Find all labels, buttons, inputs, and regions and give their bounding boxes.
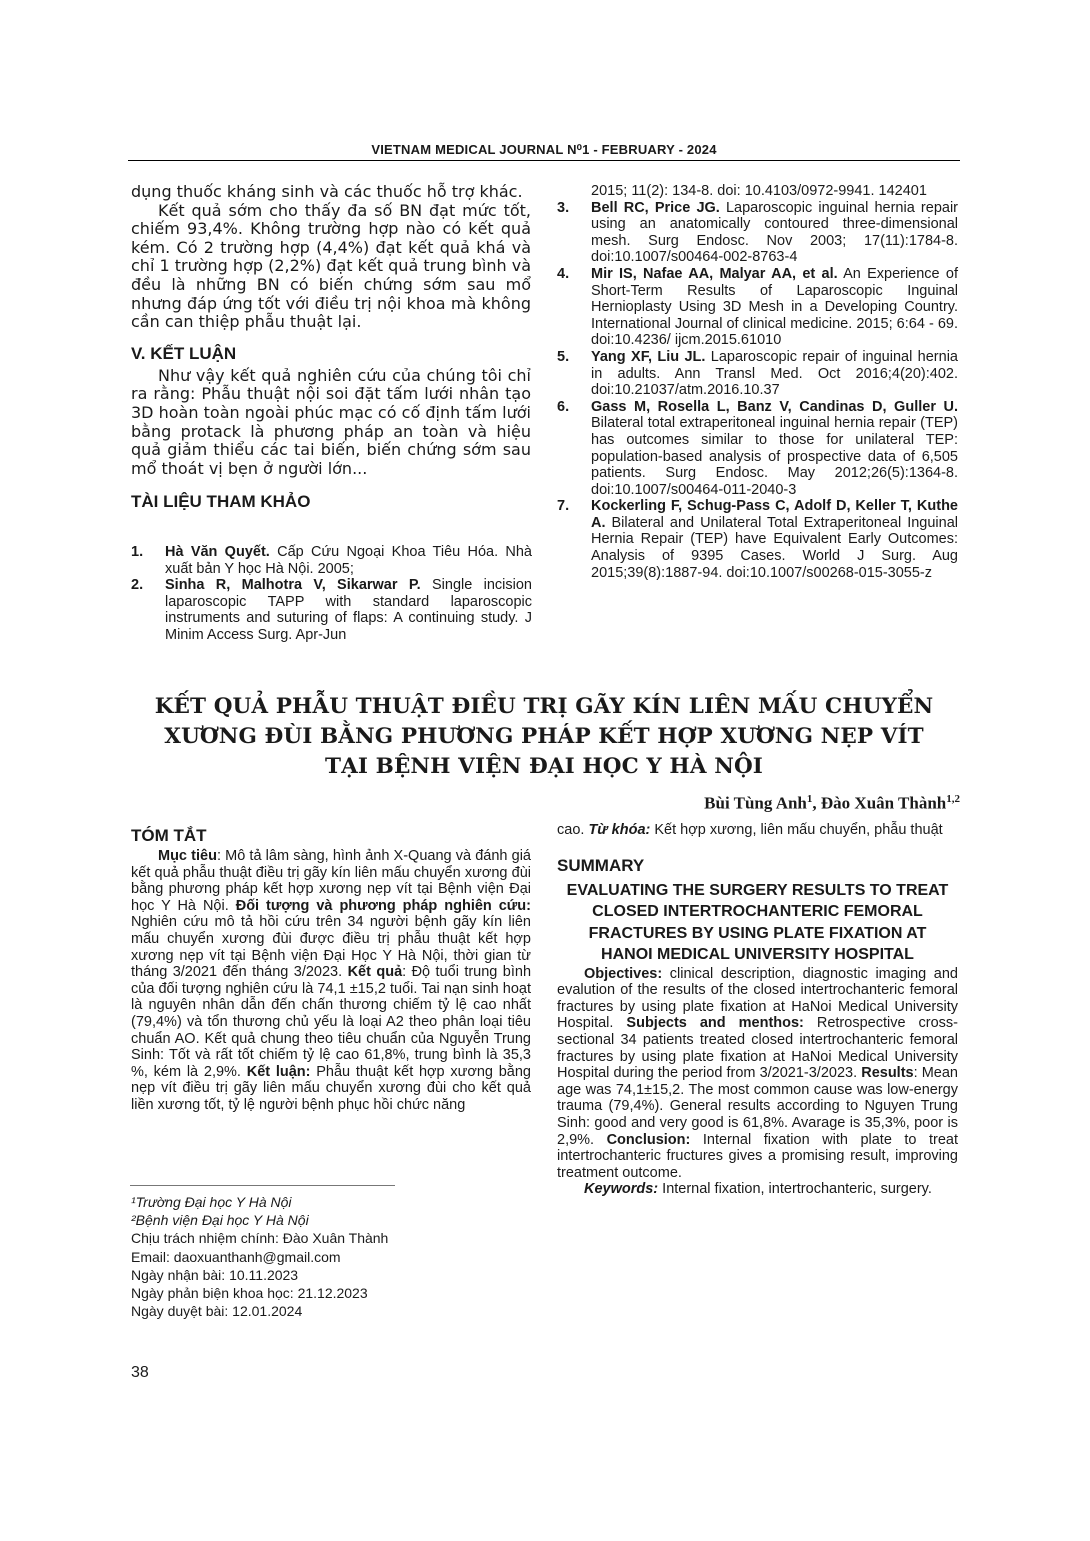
abstract-label: Kết luận:: [246, 1063, 311, 1080]
reference-item: [557, 399, 958, 499]
reference-authors: Kockerling F, Schug-Pass C, Adolf D, Keller T, Kuthe A.: [591, 498, 958, 531]
abstract-text: [131, 848, 531, 1114]
abstract-label: Kết quả: [347, 964, 403, 981]
abstract-span: Phẫu thuật kết hợp xương bằng nẹp vít điều trị gãy liên mấu chuyển xương đùi cho kết quả liền xương tốt, tỷ lệ người bệnh phục hồi chức năng: [131, 1063, 531, 1113]
keywords-label: Keywords:: [584, 1181, 659, 1198]
summary-span: Internal fixation with plate to treat intertrochanteric fructures gives a promising result, improving treatment outcome.: [557, 1131, 958, 1181]
author-separator: ,: [812, 793, 821, 813]
reference-text: Bilateral total extraperitoneal inguinal hernia repair (TEP) has outcomes similar to those for unilateral TEP: population-based analysis of prospective data of 6,505 patients. Surg Endosc. May 2012;26(5):1364-8. doi:10.1007/s00464-011-2040-3: [591, 415, 958, 498]
footnote-affiliation: ¹Trường Đại học Y Hà Nội: [131, 1194, 292, 1210]
footnote-reviewed: Ngày phản biện khoa học: 21.12.2023: [131, 1285, 368, 1302]
summary-span: clinical description, diagnostic imaging and evalution of the results of the closed intertrochanteric femoral fractures by using plate fixation at HaNoi Medical University Hospital.: [557, 965, 958, 1032]
summary-text: [557, 966, 958, 1182]
paragraph: dụng thuốc kháng sinh và các thuốc hỗ trợ khác.: [131, 182, 523, 201]
abstract-label: Đối tượng và phương pháp nghiên cứu:: [235, 897, 531, 914]
reference-text: Cấp Cứu Ngoại Khoa Tiêu Hóa. Nhà xuất bản Y học Hà Nội. 2005;: [165, 544, 532, 577]
footnotes: [131, 1193, 531, 1320]
author-affiliation: 1: [806, 793, 813, 805]
author-name: Đào Xuân Thành: [820, 793, 947, 813]
reference-item: [131, 544, 532, 577]
reference-number: 7.: [557, 498, 570, 515]
reference-authors: Bell RC, Price JG.: [591, 199, 720, 216]
references-list-right: [557, 183, 958, 581]
keywords-text: Kết hợp xương, liên mấu chuyển, phẫu thuật: [650, 822, 943, 838]
left-column-top: [131, 183, 531, 514]
abstract-span: : Mô tả lâm sàng, hình ảnh X-Quang và đánh giá kết quả phẫu thuật điều trị gãy kín liên mấu chuyển xương đùi bằng phương pháp kết hợp xương nẹp vít tại Bệnh viện Đại học Y Hà Nội.: [131, 848, 531, 914]
summary-heading: SUMMARY: [557, 855, 645, 875]
article-title-line: KẾT QUẢ PHẪU THUẬT ĐIỀU TRỊ GÃY KÍN LIÊN MẤU CHUYỂN: [154, 694, 934, 719]
author-affiliation: 1,2: [946, 793, 960, 805]
reference-authors: Hà Văn Quyết.: [165, 544, 270, 560]
reference-authors: Mir IS, Nafae AA, Malyar AA, et al.: [591, 265, 838, 282]
header-rule: [128, 160, 960, 161]
reference-item-continued: [557, 183, 958, 200]
reference-number: 5.: [557, 348, 570, 365]
footnote-accepted: Ngày duyệt bài: 12.01.2024: [131, 1303, 303, 1320]
reference-text: Laparoscopic repair of inguinal hernia in adults. Ann Transl Med. Oct 2016;4(20):402. doi:10.21037/atm.2016.10.37: [591, 348, 958, 399]
abstract-span: cao.: [557, 822, 589, 838]
paragraph: Kết quả sớm cho thấy đa số BN đạt mức tốt, chiếm 93,4%. Không trường hợp nào có kết quả kém. Có 2 trường hợp (4,4%) đạt kết quả khá và chỉ 1 trường hợp (2,2%) đạt kết quả trung bình và đều là những BN có biến chứng sớm sau mổ nhưng đáp ứng tốt với điều trị nội khoa mà không cần can thiệp phẫu thuật lại.: [131, 200, 531, 332]
reference-number: 4.: [557, 265, 570, 282]
footnote-rule: [130, 1185, 395, 1186]
reference-item: [131, 577, 532, 643]
summary-label: Results: [861, 1065, 914, 1082]
keywords-label: Từ khóa:: [588, 822, 651, 838]
journal-header: VIETNAM MEDICAL JOURNAL N⁰1 - FEBRUARY - 2024: [371, 142, 717, 157]
article-title-line: TẠI BỆNH VIỆN ĐẠI HỌC Y HÀ NỘI: [325, 754, 763, 779]
abstract-heading: TÓM TẮT: [131, 826, 207, 845]
paragraph: Như vậy kết quả nghiên cứu của chúng tôi chỉ ra rằng: Phẫu thuật nội soi đặt tấm lưới nhân tạo 3D hoàn toàn ngoài phúc mạc có cố định tấm lưới bằng protack là phương pháp an toàn và hiệu quả giảm thiểu các tai biến, biến chứng sớm sau mổ thoát vị bẹn ở người lớn...: [131, 365, 531, 478]
article-title-line: XƯƠNG ĐÙI BẰNG PHƯƠNG PHÁP KẾT HỢP XƯƠNG NẸP VÍT: [164, 724, 924, 749]
abstract-label: Mục tiêu: [158, 848, 217, 864]
summary-span: : Mean age was 74,1±15,2. The most common cause was low-energy trauma (79,4%). General results according to Nguyen Trung Sinh: good and very good is 61,8%. Avarage is 35,3%, poor is 2,9%.: [557, 1065, 958, 1148]
reference-item: [557, 498, 958, 581]
reference-authors: Gass M, Rosella L, Banz V, Candinas D, Guller U.: [591, 398, 958, 415]
reference-text: Single incision laparoscopic TAPP with standard laparoscopic instruments and suturing of flaps: A continuing study. J Minim Access Surg. Apr-Jun: [165, 577, 532, 643]
reference-text: An Experience of Short-Term Results of Laparoscopic Inguinal Hernioplasty Using 3D Mesh in a Developing Country. International Journal of clinical medicine. 2015; 6:64 - 69. doi:10.4236/ ijcm.2015.61010: [591, 265, 958, 349]
footnote-email: Email: daoxuanthanh@gmail.com: [131, 1248, 341, 1265]
reference-item: [557, 349, 958, 399]
summary-span: Retrospective cross-sectional 34 patients treated closed intertrochanteric femoral fractures by using plate fixation at HaNoi Medical University Hospital during the period from 3/2021-3/2023.: [557, 1015, 958, 1082]
author-line: [560, 793, 960, 814]
summary-label: Conclusion:: [606, 1131, 691, 1148]
reference-text: 2015; 11(2): 134-8. doi: 10.4103/0972-9941. 142401: [591, 183, 927, 199]
reference-item: [557, 200, 958, 266]
summary-title: EVALUATING THE SURGERY RESULTS TO TREAT CLOSED INTERTROCHANTERIC FEMORAL FRACTURES BY USING PLATE FIXATION AT HANOI MEDICAL UNIVERSITY HOSPITAL: [566, 881, 949, 964]
footnote-affiliation: ²Bệnh viện Đại học Y Hà Nội: [131, 1212, 309, 1229]
author-name: Bùi Tùng Anh: [704, 793, 807, 813]
abstract-span: : Độ tuổi trung bình của đối tượng nghiên cứu là 74,1 ±15,2 tuổi. Tai nạn sinh hoạt là nguyên nhân dẫn đến chấn thương chiếm tỷ lệ cao nhất (79,4%) và tổn thương chủ yếu là loại A2 theo phân loại tiêu chuẩn AO. Kết quả chung theo tiêu chuẩn của Nguyễn Trung Sinh: Tốt và rất tốt chiếm tỷ lệ cao 61,8%, trung bình là 35,3 %, kém là 2,9%.: [131, 964, 532, 1080]
reference-authors: Yang XF, Liu JL.: [591, 348, 706, 365]
right-column-lower: [557, 822, 958, 1198]
footnote-received: Ngày nhận bài: 10.11.2023: [131, 1266, 299, 1283]
summary-label: Objectives:: [584, 965, 663, 982]
reference-text: Laparoscopic inguinal hernia repair using an anatomically contoured three-dimensional mesh. Surg Endosc. Nov 2003; 17(11):1784-8. doi:10.1007/s00464-002-8763-4: [591, 199, 958, 266]
reference-item: [557, 266, 958, 349]
reference-number: 2.: [131, 577, 144, 594]
section-heading: TÀI LIỆU THAM KHẢO: [131, 492, 311, 512]
section-heading: V. KẾT LUẬN: [131, 343, 237, 363]
keywords-text: Internal fixation, intertrochanteric, surgery.: [658, 1181, 932, 1198]
page-number: 38: [131, 1364, 149, 1381]
reference-number: 6.: [557, 398, 570, 415]
references-list-left: [131, 544, 532, 644]
footnote-corresponding: Chịu trách nhiệm chính: Đào Xuân Thành: [131, 1230, 389, 1247]
abstract-span: Nghiên cứu mô tả hồi cứu trên 34 người bệnh gãy kín liên mấu chuyển xương đùi được điều trị phẫu thuật kết hợp xương nẹp vít tại Bệnh viện Đại Học Y Hà Nội, thời gian từ tháng 3/2021 đến tháng 3/2023.: [131, 914, 531, 981]
reference-text: Bilateral and Unilateral Total Extraperitoneal Inguinal Hernia Repair (TEP) have Equivalent Early Outcomes: Analysis of 9395 Cases. World J Surg. Aug 2015;39(8):1887-94. doi:10.1007/s00268-015-3055-z: [591, 514, 958, 581]
reference-number: 3.: [557, 199, 570, 216]
reference-authors: Sinha R, Malhotra V, Sikarwar P.: [165, 577, 421, 594]
article-title: [128, 692, 960, 782]
summary-label: Subjects and menthos:: [626, 1015, 804, 1032]
abstract-vietnamese: [131, 826, 531, 1114]
abstract-continuation: [557, 822, 958, 839]
reference-number: 1.: [131, 544, 144, 560]
summary-keywords: [557, 1181, 958, 1198]
